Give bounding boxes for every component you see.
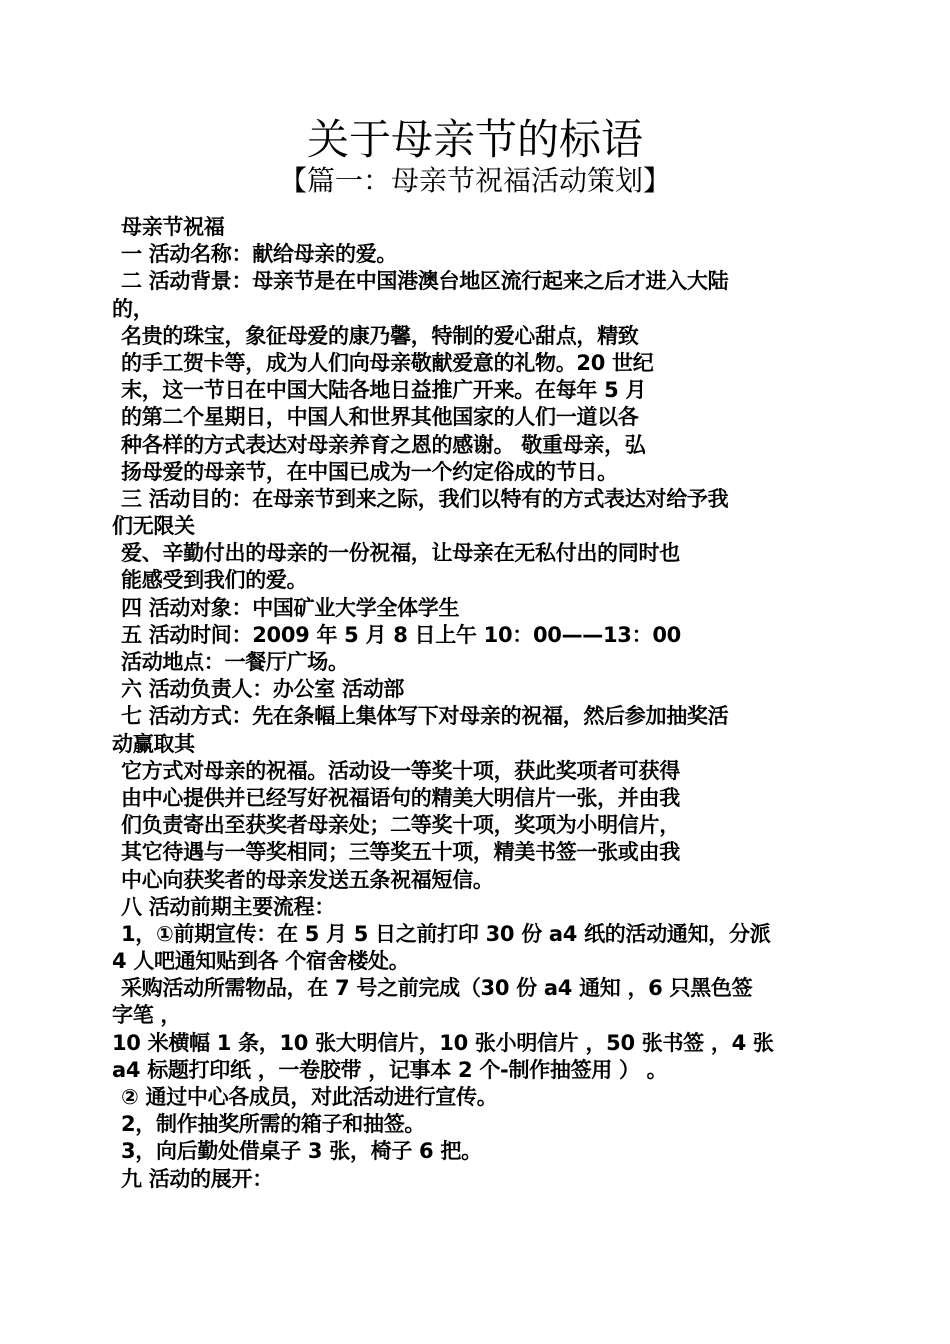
- text-line: ② 通过中心各成员，对此活动进行宣传。: [121, 1085, 498, 1109]
- text-line: 由中心提供并已经写好祝福语句的精美大明信片一张，并由我: [121, 785, 680, 810]
- text-line: 八 活动前期主要流程：: [121, 894, 336, 919]
- text-line: 名贵的珠宝，象征母爱的康乃馨，特制的爱心甜点，精致: [121, 323, 639, 348]
- text-line: 它方式对母亲的祝福。活动设一等奖十项，获此奖项者可获得: [121, 758, 680, 783]
- text-line: 动赢取其: [112, 731, 195, 756]
- text-line: 五 活动时间：2009 年 5 月 8 日上午 10：00——13：00: [121, 622, 681, 647]
- text-line: 七 活动方式：先在条幅上集体写下对母亲的祝福，然后参加抽奖活: [121, 704, 729, 729]
- text-line: 3，向后勤处借桌子 3 张，椅子 6 把。: [121, 1139, 482, 1164]
- text-line: 字笔 ，: [112, 1003, 182, 1028]
- text-line: 爱、辛勤付出的母亲的一份祝福，让母亲在无私付出的同时也: [121, 541, 680, 566]
- text-line: 10 米横幅 1 条，10 张大明信片，10 张小明信片 ，50 张书签 ，4 张: [112, 1030, 774, 1055]
- text-line: 2，制作抽奖所需的箱子和抽签。: [121, 1112, 426, 1137]
- text-line: 的，: [112, 296, 154, 321]
- text-line: 采购活动所需物品，在 7 号之前完成（30 份 a4 通知 ，6 只黑色签: [121, 976, 753, 1001]
- text-line: 其它待遇与一等奖相同；三等奖五十项，精美书签一张或由我: [121, 840, 680, 865]
- document-subtitle: 【篇一：母亲节祝福活动策划】: [278, 164, 671, 197]
- text-line: 1，①前期宣传：在 5 月 5 日之前打印 30 份 a4 纸的活动通知，分派: [121, 921, 771, 946]
- document-body: [112, 214, 842, 1193]
- text-line: 末，这一节日在中国大陆各地日益推广开来。在每年 5 月: [121, 378, 647, 403]
- text-line: 九 活动的展开：: [121, 1166, 273, 1191]
- text-line: 中心向获奖者的母亲发送五条祝福短信。: [121, 867, 494, 892]
- text-line: 们负责寄出至获奖者母亲处；二等奖十项，奖项为小明信片，: [121, 813, 680, 838]
- text-line: 六 活动负责人：办公室 活动部: [121, 677, 405, 702]
- text-line: 种各样的方式表达对母亲养育之恩的感谢。 敬重母亲，弘: [121, 432, 646, 457]
- text-line: 的第二个星期日，中国人和世界其他国家的人们一道以各: [121, 405, 639, 430]
- text-line: 能感受到我们的爱。: [121, 568, 308, 593]
- text-line: 4 人吧通知贴到各 个宿舍楼处。: [112, 949, 410, 974]
- text-line: 二 活动背景：母亲节是在中国港澳台地区流行起来之后才进入大陆: [121, 269, 729, 294]
- text-line: 四 活动对象：中国矿业大学全体学生: [121, 595, 460, 620]
- text-line: 三 活动目的：在母亲节到来之际，我们以特有的方式表达对给予我: [121, 486, 729, 511]
- text-line: 活动地点：一餐厅广场。: [121, 650, 349, 674]
- text-line: 们无限关: [112, 514, 195, 539]
- text-line: a4 标题打印纸 ，一卷胶带 ，记事本 2 个-制作抽签用 ） 。: [112, 1057, 668, 1082]
- text-line: 一 活动名称：献给母亲的爱。: [121, 242, 398, 267]
- text-line: 扬母爱的母亲节，在中国已成为一个约定俗成的节日。: [121, 459, 618, 484]
- text-line: 的手工贺卡等，成为人们向母亲敬献爱意的礼物。20 世纪: [121, 350, 654, 375]
- text-line: 母亲节祝福: [121, 215, 225, 239]
- document-title: 关于母亲节的标语: [306, 115, 643, 164]
